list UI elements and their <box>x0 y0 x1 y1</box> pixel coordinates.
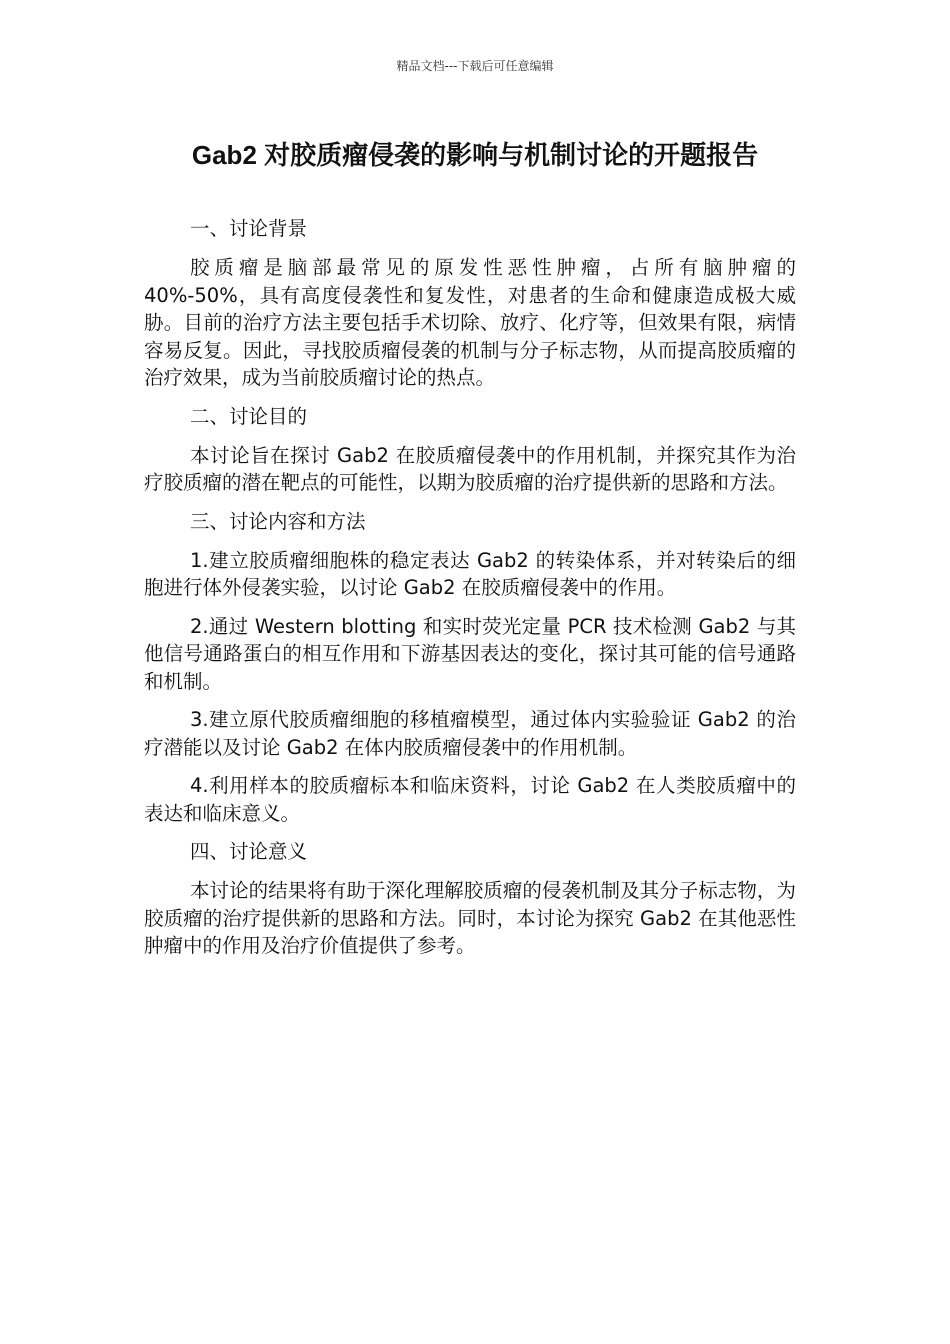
document-title: Gab2 对胶质瘤侵袭的影响与机制讨论的开题报告 <box>191 140 759 170</box>
method-item-1: 1.建立胶质瘤细胞株的稳定表达 Gab2 的转染体系，并对转染后的细胞进行体外侵袭实验，以讨论 Gab2 在胶质瘤侵袭中的作用。 <box>144 548 796 599</box>
section-significance <box>144 838 796 960</box>
paragraph-significance: 本讨论的结果将有助于深化理解胶质瘤的侵袭机制及其分子标志物，为胶质瘤的治疗提供新的思路和方法。同时，本讨论为探究 Gab2 在其他恶性肿瘤中的作用及治疗价值提供了参考。 <box>144 879 796 957</box>
paragraph-background: 胶质瘤是脑部最常见的原发性恶性肿瘤，占所有脑肿瘤的 40%-50%，具有高度侵袭性和复发性，对患者的生命和健康造成极大威胁。目前的治疗方法主要包括手术切除、放疗、化疗等，但效果有限，病情容易反复。因此，寻找胶质瘤侵袭的机制与分子标志物，从而提高胶质瘤的治疗效果，成为当前胶质瘤讨论的热点。 <box>144 256 796 389</box>
method-item-3: 3.建立原代胶质瘤细胞的移植瘤模型，通过体内实验验证 Gab2 的治疗潜能以及讨论 Gab2 在体内胶质瘤侵袭中的作用机制。 <box>144 708 796 759</box>
section-methods <box>144 508 796 828</box>
header-note: 精品文档---下载后可任意编辑 <box>396 59 554 73</box>
section-heading-purpose: 二、讨论目的 <box>190 404 308 428</box>
paragraph-purpose: 本讨论旨在探讨 Gab2 在胶质瘤侵袭中的作用机制，并探究其作为治疗胶质瘤的潜在靶点的可能性，以期为胶质瘤的治疗提供新的思路和方法。 <box>144 443 796 494</box>
section-background <box>144 215 796 392</box>
section-heading-significance: 四、讨论意义 <box>190 840 308 863</box>
document-body <box>144 215 796 971</box>
section-purpose <box>144 403 796 497</box>
method-item-2: 2.通过 Western blotting 和实时荧光定量 PCR 技术检测 Gab2 与其他信号通路蛋白的相互作用和下游基因表达的变化，探讨其可能的信号通路和机制。 <box>144 614 796 693</box>
section-heading-methods: 三、讨论内容和方法 <box>190 509 366 533</box>
method-item-4: 4.利用样本的胶质瘤标本和临床资料，讨论 Gab2 在人类胶质瘤中的表达和临床意义。 <box>144 774 796 825</box>
section-heading-background: 一、讨论背景 <box>190 217 308 240</box>
